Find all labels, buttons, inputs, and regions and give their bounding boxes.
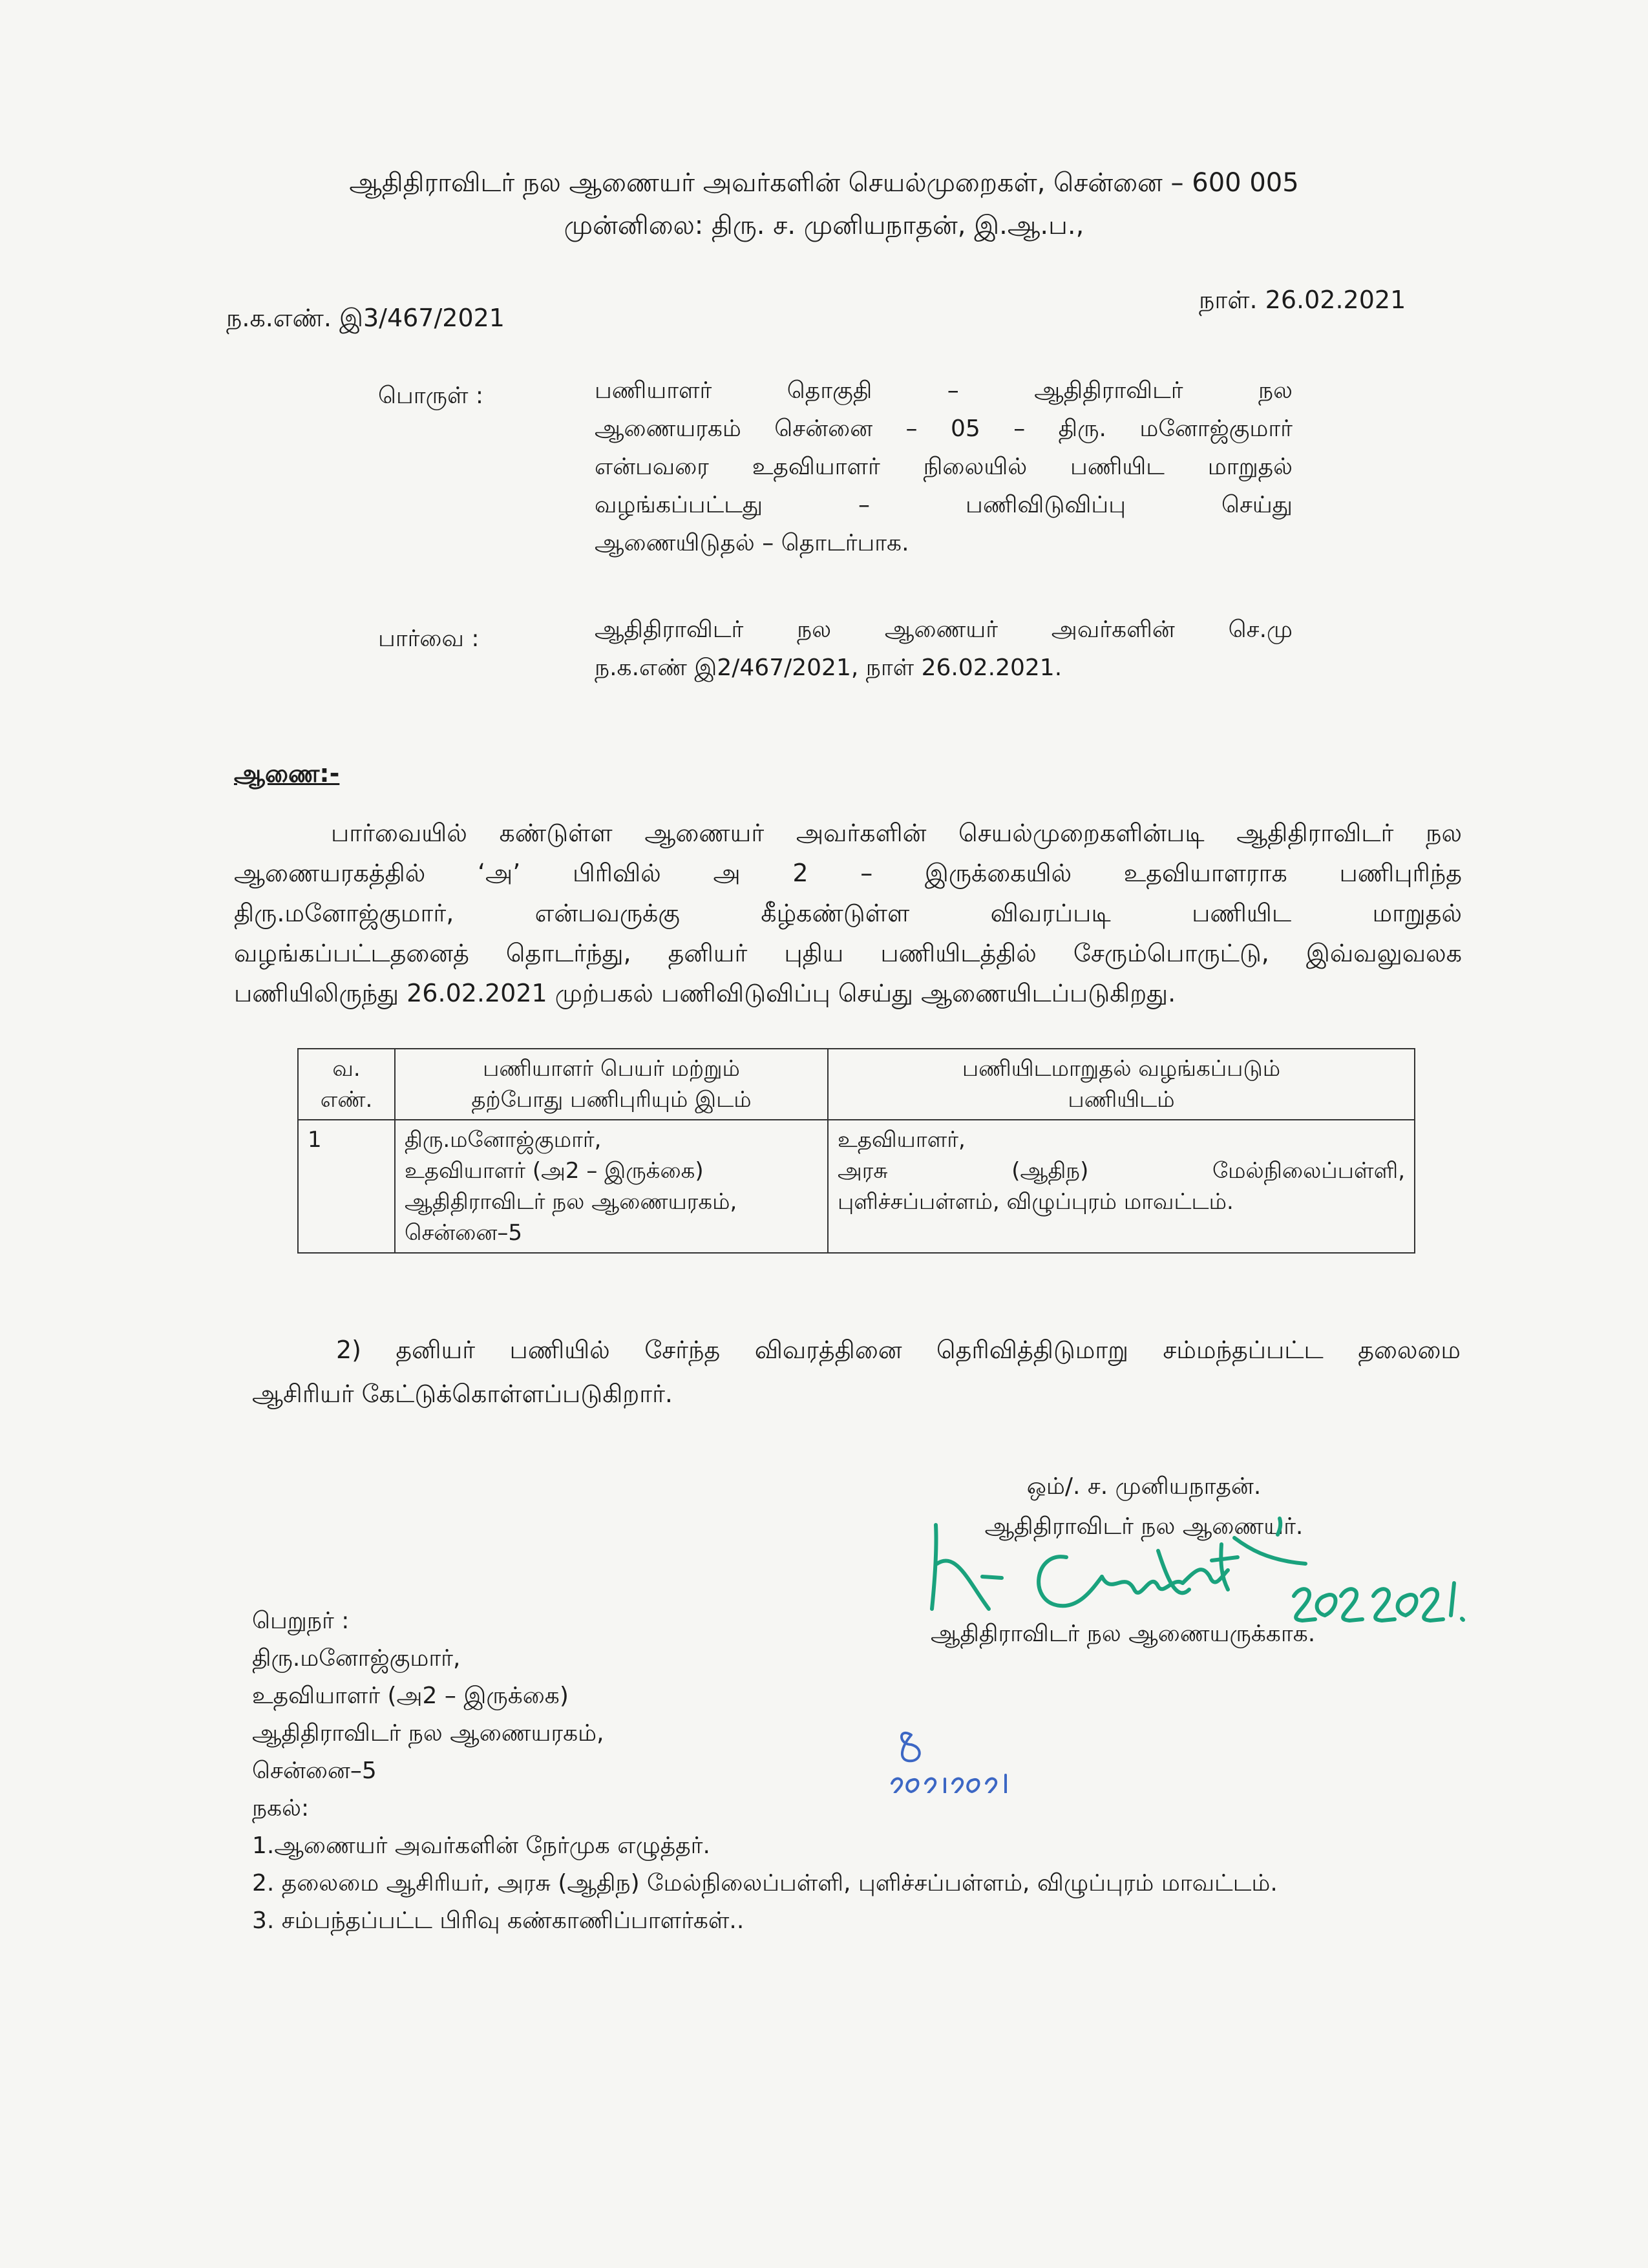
- header-employee: பணியாளர் பெயர் மற்றும் தற்போது பணிபுரியும் இடம்: [395, 1049, 828, 1120]
- paragraph-line: பார்வையில் கண்டுள்ள ஆணையர் அவர்களின் செயல்முறைகளின்படி ஆதிதிராவிடர் நல: [331, 819, 1462, 847]
- paragraph-line: 2) தனியர் பணியில் சேர்ந்த விவரத்தினை தெரிவித்திடுமாறு சம்மந்தப்பட்ட தலைமை: [336, 1336, 1461, 1364]
- recipient-line: சென்னை–5: [252, 1758, 377, 1784]
- recipient-line: உதவியாளர் (அ2 – இருக்கை): [252, 1683, 569, 1709]
- header-sno: வ. எண்.: [298, 1049, 395, 1120]
- subject-line: ஆணையிடுதல் – தொடர்பாக.: [595, 530, 909, 556]
- paragraph-line: பணியிலிருந்து 26.02.2021 முற்பகல் பணிவிடுவிப்பு செய்து ஆணையிடப்படுகிறது.: [234, 979, 1176, 1007]
- subject-line: வழங்கப்பட்டது – பணிவிடுவிப்பு செய்து: [595, 492, 1293, 518]
- handwritten-initials: [885, 1722, 1034, 1793]
- recipient-label: பெறுநர் :: [252, 1608, 350, 1634]
- reference-line: ந.க.எண் இ2/467/2021, நாள் 26.02.2021.: [595, 655, 1062, 681]
- signature-for-line: ஆதிதிராவிடர் நல ஆணையருக்காக.: [931, 1621, 1316, 1647]
- paragraph-line: ஆணையரகத்தில் ‘அ’ பிரிவில் அ 2 – இருக்கையில் உதவியாளராக பணிபுரிந்த: [234, 859, 1462, 887]
- signature-title: ஆதிதிராவிடர் நல ஆணையர்.: [984, 1513, 1304, 1540]
- table-row: [298, 1120, 1415, 1253]
- recipient-block: [252, 1602, 604, 1790]
- transfer-table: [297, 1048, 1415, 1254]
- copies-label: நகல்:: [252, 1795, 310, 1822]
- reference-label: பார்வை :: [378, 625, 480, 652]
- subject-line: ஆணையரகம் சென்னை – 05 – திரு. மனோஜ்குமார்: [595, 415, 1293, 442]
- reference-line: ஆதிதிராவிடர் நல ஆணையர் அவர்களின் செ.மு: [595, 616, 1293, 643]
- copy-item: 1.ஆணையர் அவர்களின் நேர்முக எழுத்தர்.: [252, 1832, 710, 1859]
- document-header: [194, 162, 1454, 247]
- copy-item: 2. தலைமை ஆசிரியர், அரசு (ஆதிந) மேல்நிலைப்பள்ளி, புளிச்சப்பள்ளம், விழுப்புரம் மாவட்டம்.: [252, 1870, 1278, 1896]
- table-header-row: [298, 1049, 1415, 1120]
- paragraph-line: திரு.மனோஜ்குமார், என்பவருக்கு கீழ்கண்டுள்ள விவரப்படி பணியிட மாறுதல்: [234, 899, 1462, 927]
- cell-sno: 1: [298, 1120, 395, 1253]
- subject-line: என்பவரை உதவியாளர் நிலையில் பணியிட மாறுதல்: [595, 454, 1293, 480]
- signature-name: ஒம்/. ச. முனியநாதன்.: [1026, 1473, 1262, 1500]
- header-line-2: முன்னிலை: திரு. ச. முனியநாதன், இ.ஆ.ப.,: [564, 211, 1084, 240]
- order-title: ஆணை:-: [234, 759, 340, 788]
- paragraph-line: வழங்கப்பட்டதனைத் தொடர்ந்து, தனியர் புதிய பணியிடத்தில் சேரும்பொருட்டு, இவ்வலுவலக: [234, 939, 1462, 967]
- header-line-1: ஆதிதிராவிடர் நல ஆணையர் அவர்களின் செயல்முறைகள், சென்னை – 600 005: [349, 168, 1299, 198]
- reference-number: ந.க.எண். இ3/467/2021: [226, 304, 505, 332]
- recipient-line: ஆதிதிராவிடர் நல ஆணையரகம்,: [252, 1720, 604, 1747]
- recipient-line: திரு.மனோஜ்குமார்,: [252, 1645, 461, 1672]
- cell-employee: திரு.மனோஜ்குமார், உதவியாளர் (அ2 – இருக்கை) ஆதிதிராவிடர் நல ஆணையரகம், சென்னை–5: [395, 1120, 828, 1253]
- order-paragraph-2: [252, 1328, 1461, 1416]
- subject-label: பொருள் :: [378, 383, 484, 409]
- cell-transfer: உதவியாளர், அரசு (ஆதிந) மேல்நிலைப்பள்ளி, புளிச்சப்பள்ளம், விழுப்புரம் மாவட்டம்.: [828, 1120, 1415, 1253]
- document-date: நாள். 26.02.2021: [1199, 286, 1406, 314]
- paragraph-line: ஆசிரியர் கேட்டுக்கொள்ளப்படுகிறார்.: [252, 1380, 673, 1408]
- header-transfer: பணியிடமாறுதல் வழங்கப்படும் பணியிடம்: [828, 1049, 1415, 1120]
- copies-block: [252, 1790, 1278, 1940]
- order-paragraph-1: [234, 813, 1462, 1013]
- subject-text: [595, 372, 1293, 562]
- subject-line: பணியாளர் தொகுதி – ஆதிதிராவிடர் நல: [595, 377, 1293, 404]
- copy-item: 3. சம்பந்தப்பட்ட பிரிவு கண்காணிப்பாளர்கள்..: [252, 1907, 745, 1934]
- reference-text: [595, 611, 1293, 687]
